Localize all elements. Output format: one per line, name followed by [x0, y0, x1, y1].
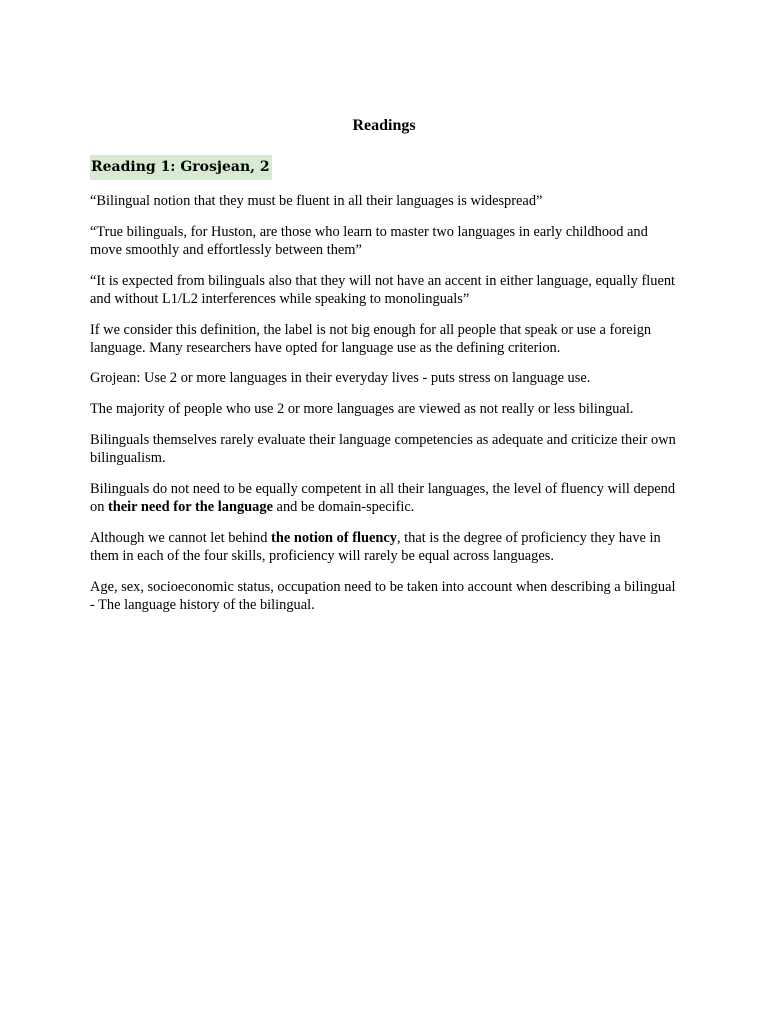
paragraph-quote-accent: “It is expected from bilinguals also that they will not have an accent in either language, equally fluent and without L1/L2 interferences while speaking to monolinguals” [90, 272, 676, 307]
emphasis-notion-of-fluency: the notion of fluency [271, 529, 397, 546]
page-title: Readings [352, 117, 416, 134]
paragraph-fluency [90, 529, 682, 565]
document-body [90, 192, 682, 626]
paragraph-quote-huston: “True bilinguals, for Huston, are those who learn to master two languages in early childhood and move smoothly and effortlessly between them” [90, 223, 648, 258]
paragraph-quote-widespread: “Bilingual notion that they must be fluent in all their languages is widespread” [90, 193, 543, 209]
paragraph-fluency-text-end: , that is the degree of proficiency they have in them in each of the four skills, proficiency will rarely be equal across languages. [90, 529, 661, 564]
paragraph-competence-text-start: Bilinguals do not need to be equally competent in all their languages, the level of fluency will depend on [90, 480, 676, 515]
emphasis-need-for-language: their need for the language [108, 498, 273, 515]
paragraph-competence-text-end: and be domain-specific. [272, 498, 415, 515]
paragraph-language-history: Age, sex, socioeconomic status, occupation need to be taken into account when describing a bilingual - The language history of the bilingual. [90, 578, 676, 613]
paragraph-competence [90, 480, 682, 516]
paragraph-fluency-text-start: Although we cannot let behind [90, 529, 272, 546]
paragraph-majority: The majority of people who use 2 or more languages are viewed as not really or less bilingual. [90, 401, 634, 418]
paragraph-definition: If we consider this definition, the label is not big enough for all people that speak or use a foreign language. Many researchers have opted for language use as the defining criterion. [90, 321, 652, 356]
paragraph-grosjean-use: Grojean: Use 2 or more languages in their everyday lives - puts stress on language use. [90, 370, 591, 387]
paragraph-self-evaluation: Bilinguals themselves rarely evaluate their language competencies as adequate and criticize their own bilingualism. [90, 431, 676, 467]
section-heading: Reading 1: Grosjean, 2 [90, 155, 272, 180]
